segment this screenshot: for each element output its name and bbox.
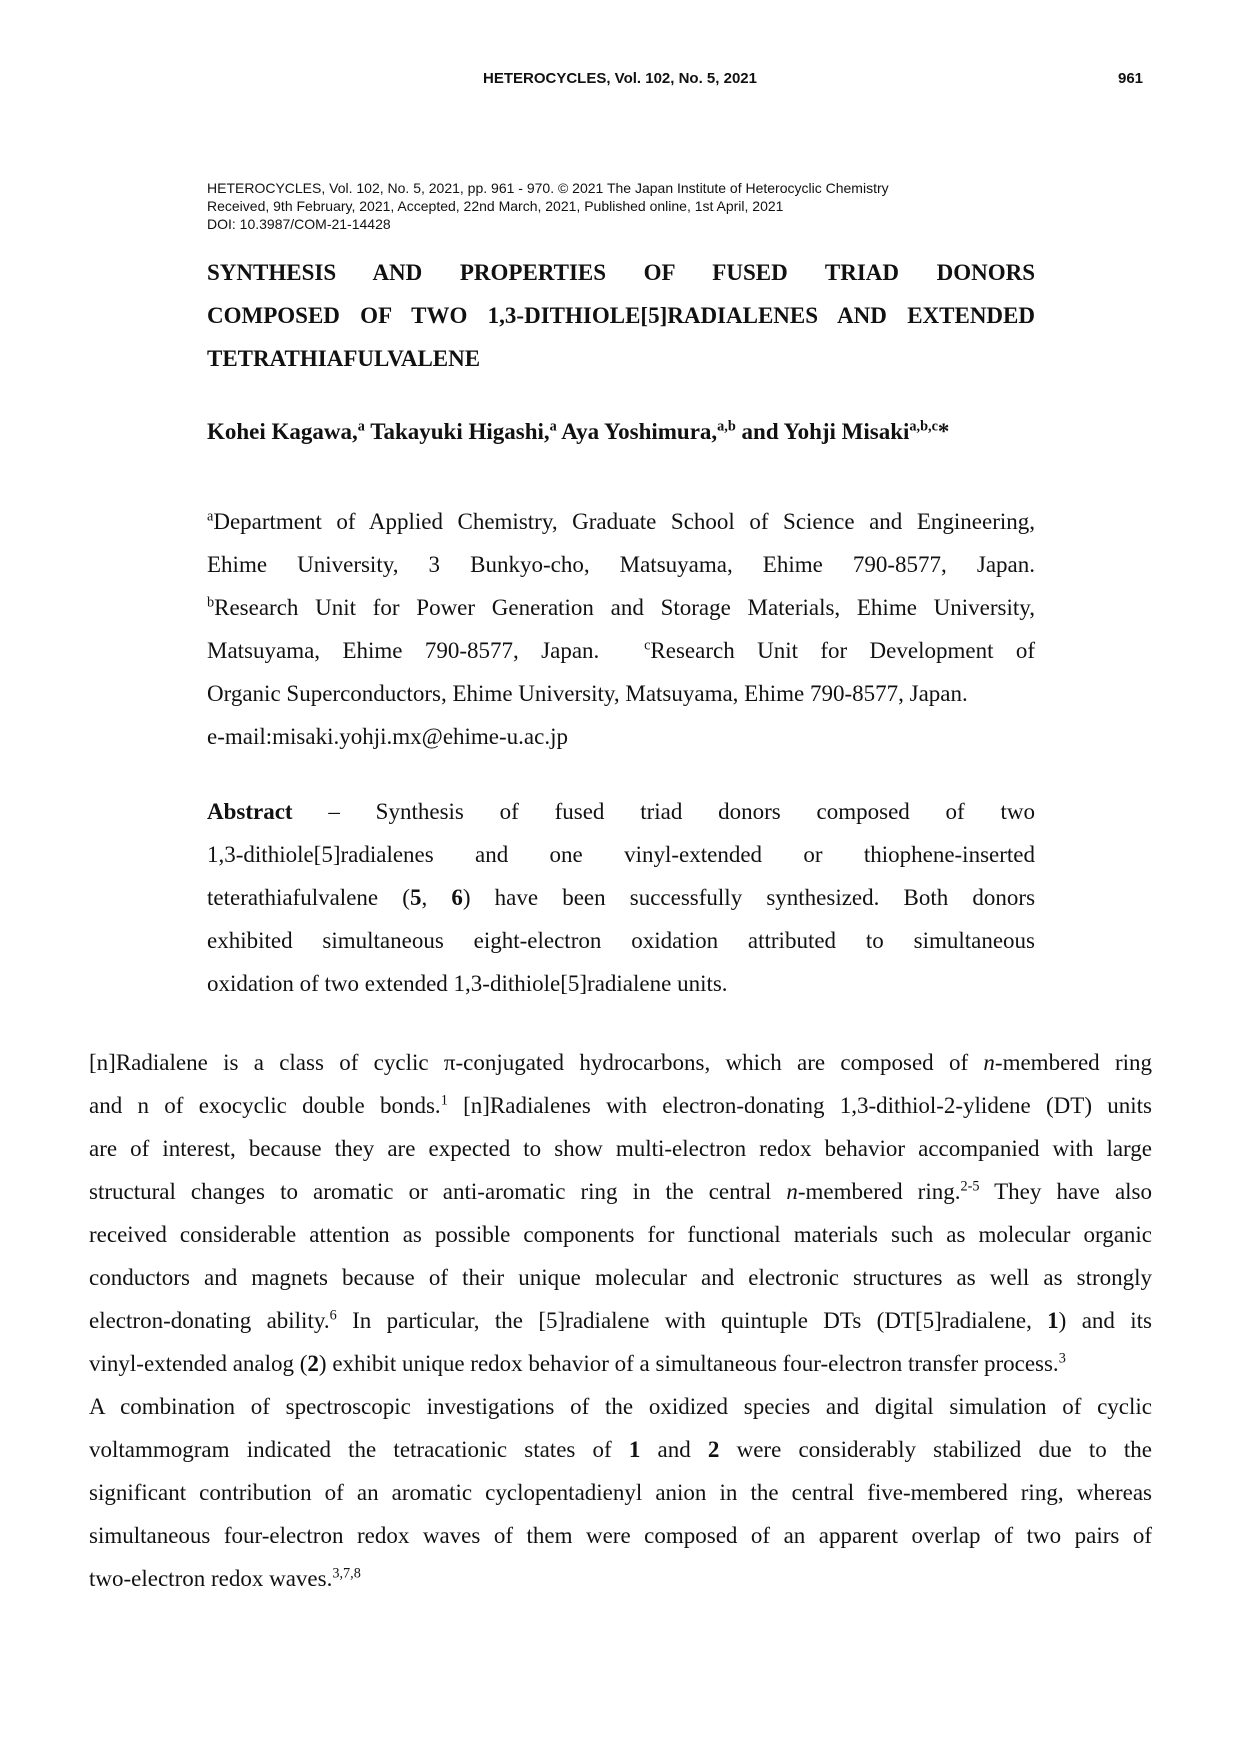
body-line: significant contribution of an aromatic cyclopentadienyl anion in the central five-membered ring, whereas xyxy=(89,1480,1152,1505)
abstract-line-1: Abstract – Synthesis of fused triad donors composed of two xyxy=(207,799,1036,824)
author-name: and Yohji Misaki xyxy=(735,419,910,444)
reference-sup: 3 xyxy=(1058,1350,1066,1367)
title-line-3: TETRATHIAFULVALENE xyxy=(207,346,481,371)
affil-line-3: $^b$Research Unit for Power Generation and Storage Materials, Ehime University, xyxy=(207,594,1035,620)
abstract-line-4: exhibited simultaneous eight-electron oxidation attributed to simultaneous xyxy=(207,928,1035,953)
author-affil-sup: a xyxy=(549,418,557,435)
abstract-label: Abstract xyxy=(207,799,293,824)
affil-sup-c: c xyxy=(644,637,651,654)
body-line: simultaneous four-electron redox waves of them were composed of an apparent overlap of two pairs of xyxy=(89,1523,1152,1548)
abstract-line-3: teterathiafulvalene (5, 6) have been successfully synthesized. Both donors xyxy=(207,885,1036,910)
body-line: A combination of spectroscopic investigations of the oxidized species and digital simulation of cyclic xyxy=(89,1394,1152,1419)
publication-meta xyxy=(207,179,889,233)
reference-sup: 2-5 xyxy=(960,1178,980,1195)
author-affil-sup: a,b xyxy=(717,418,736,435)
abstract-line-2: 1,3-dithiole[5]radialenes and one vinyl-extended or thiophene-inserted xyxy=(207,842,1035,867)
body-line: structural changes to aromatic or anti-aromatic ring in the central n-membered ring.$^{2-5}$ They have also xyxy=(89,1178,1152,1204)
compound-ref: 1 xyxy=(628,1437,641,1462)
body-line: are of interest, because they are expected to show multi-electron redox behavior accompanied with large xyxy=(89,1136,1152,1161)
reference-sup: 3,7,8 xyxy=(332,1565,361,1582)
author-name: Takayuki Higashi, xyxy=(364,419,550,444)
compound-ref: 2 xyxy=(707,1437,720,1462)
body-paragraph xyxy=(89,1041,1152,1600)
body-line: [n]Radialene is a class of cyclic π-conjugated hydrocarbons, which are composed of n-membered ring xyxy=(89,1050,1152,1075)
body-line: and n of exocyclic double bonds.$^1$ [n]Radialenes with electron-donating 1,3-dithiol-2-ylidene (DT) units xyxy=(89,1092,1153,1118)
affil-line-5: Organic Superconductors, Ehime University, Matsuyama, Ehime 790-8577, Japan. xyxy=(207,681,968,706)
affil-line-1: $^a$Department of Applied Chemistry, Graduate School of Science and Engineering, xyxy=(207,508,1035,534)
abstract xyxy=(207,790,1035,1005)
author-name: Aya Yoshimura, xyxy=(556,419,718,444)
compound-ref: 2 xyxy=(307,1351,319,1376)
abstract-line-5: oxidation of two extended 1,3-dithiole[5]radialene units. xyxy=(207,971,728,996)
body-line: vinyl-extended analog (2) exhibit unique redox behavior of a simultaneous four-electron transfer process.$^3$ xyxy=(89,1350,1066,1376)
body-line: received considerable attention as possible components for functional materials such as molecular organic xyxy=(89,1222,1152,1247)
affil-sup-b: b xyxy=(207,594,215,611)
affil-line-4: Matsuyama, Ehime 790-8577, Japan. $^c$Research Unit for Development of xyxy=(207,637,1036,663)
affil-sup-a: a xyxy=(207,508,214,525)
body-line: conductors and magnets because of their unique molecular and electronic structures as well as strongly xyxy=(89,1265,1152,1290)
corresponding-email[interactable]: e-mail:misaki.yohji.mx@ehime-u.ac.jp xyxy=(207,724,568,749)
page-number: 961 xyxy=(1118,70,1144,87)
meta-citation: HETEROCYCLES, Vol. 102, No. 5, 2021, pp. 961 - 970. © 2021 The Japan Institute of Heterocyclic Chemistry xyxy=(207,180,889,196)
meta-doi: DOI: 10.3987/COM-21-14428 xyxy=(207,216,391,232)
reference-sup: 6 xyxy=(329,1307,337,1324)
author-affil-sup: a xyxy=(357,418,365,435)
author-affil-sup: a,b,c xyxy=(909,418,938,435)
corresponding-author-mark: * xyxy=(937,419,950,444)
meta-dates: Received, 9th February, 2021, Accepted, 22nd March, 2021, Published online, 1st April, 2021 xyxy=(207,198,784,214)
author-name: Kohei Kagawa, xyxy=(207,419,358,444)
body-line: two-electron redox waves.$^{3,7,8}$ xyxy=(89,1565,361,1591)
title-line-1: SYNTHESIS AND PROPERTIES OF FUSED TRIAD DONORS xyxy=(207,260,1035,285)
body-line: electron-donating ability.$^6$ In particular, the [5]radialene with quintuple DTs (DT[5]radialene, 1) and its xyxy=(89,1307,1152,1333)
paper-title xyxy=(207,251,1035,380)
body-line: voltammogram indicated the tetracationic states of 1 and 2 were considerably stabilized due to the xyxy=(89,1437,1152,1462)
running-head: HETEROCYCLES, Vol. 102, No. 5, 2021 xyxy=(483,70,757,87)
affil-line-2: Ehime University, 3 Bunkyo-cho, Matsuyama, Ehime 790-8577, Japan. xyxy=(207,552,1035,577)
reference-sup: 1 xyxy=(440,1092,448,1109)
author-list xyxy=(207,419,949,445)
compound-ref: 5 xyxy=(409,885,422,910)
compound-ref: 6 xyxy=(451,885,463,910)
compound-ref: 1 xyxy=(1047,1308,1059,1333)
affiliations xyxy=(207,500,1035,758)
title-line-2: COMPOSED OF TWO 1,3-DITHIOLE[5]RADIALENES AND EXTENDED xyxy=(207,303,1035,328)
